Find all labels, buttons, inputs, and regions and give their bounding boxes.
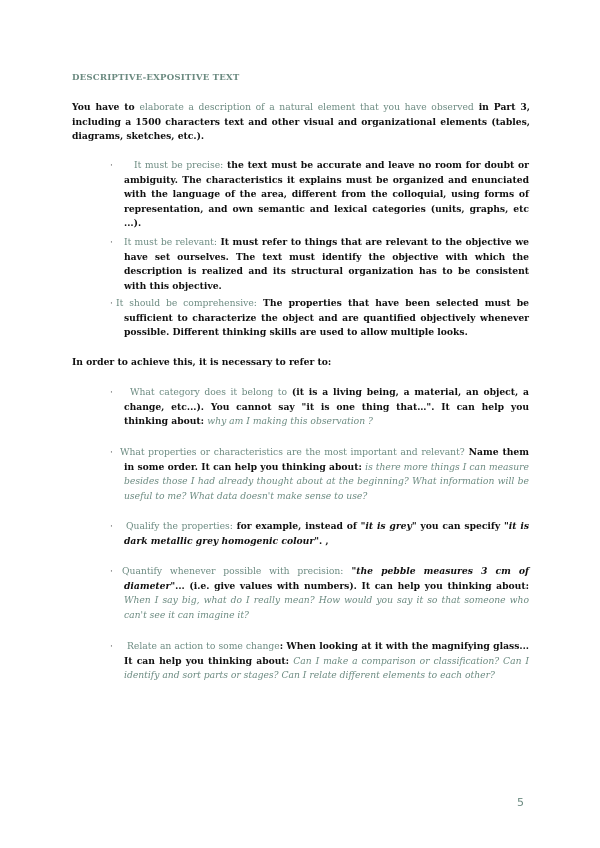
- question-text: [124, 520, 529, 549]
- bullet-icon: ·: [110, 566, 113, 577]
- question-lead: What properties or characteristics are the most important and relevant?: [120, 447, 465, 458]
- question-hint: When I say big, what do I really mean? How would you say it so that someone who can't see it can imagine it?: [124, 595, 529, 621]
- question-text: [124, 386, 529, 430]
- bullet-icon: ·: [110, 521, 113, 532]
- criterion-lead: It must be precise:: [134, 160, 224, 171]
- question-body: : When looking at it with the magnifying glass... It can help you thinking about:: [124, 641, 529, 667]
- question-lead: Relate an action to some change: [127, 641, 280, 652]
- section-title: DESCRIPTIVE-EXPOSITIVE TEXT: [72, 73, 240, 83]
- criterion-lead: It must be relevant:: [124, 237, 217, 248]
- bullet-icon: ·: [110, 641, 113, 652]
- criterion-body: The properties that have been selected must be sufficient to characterize the object and are quantified objectively whenever possible. Different thinking skills are used to allow multiple looks.: [124, 298, 529, 339]
- question-body: you can specify: [416, 521, 505, 532]
- question-quote: "the pebble measures 3 cm of diameter": [124, 566, 529, 592]
- intro-paragraph: [72, 101, 530, 145]
- bullet-icon: ·: [110, 387, 113, 398]
- criterion-body: the text must be accurate and leave no room for doubt or ambiguity. The characteristics it explains must be organized and enunciated with the language of the area, different from the colloquial, using forms of representation, and own semantic and lexical categories (units, graphs, etc ...).: [124, 160, 529, 230]
- intro-text-3: in Part 3, including a 1500 characters text and other visual and organizational elements (tables, diagrams, sketches, etc.).: [72, 102, 530, 143]
- question-body: (it is a living being, a material, an object, a change, etc...). You cannot say "it is one thing that…". It can help you thinking about:: [124, 387, 529, 428]
- bullet-icon: ·: [110, 298, 113, 309]
- question-quote: "it is dark metallic grey homogenic colour": [124, 521, 529, 547]
- question-text: [124, 640, 529, 684]
- question-lead: Qualify the properties:: [126, 521, 233, 532]
- question-body: . ,: [319, 535, 329, 547]
- question-hint: why am I making this observation ?: [207, 416, 373, 428]
- question-body: Name them in some order. It can help you thinking about:: [124, 447, 529, 473]
- intro-text-2: elaborate a description of a natural element that you have observed: [139, 102, 474, 113]
- criterion-body: It must refer to things that are relevant to the objective we have set ourselves. The text must identify the objective with which the description is realized and its structural organization has to be consistent with this objective.: [124, 237, 529, 292]
- criterion-text: [124, 159, 529, 232]
- criterion-text: [124, 236, 529, 294]
- question-text: [120, 446, 529, 504]
- question-hint: Can I make a comparison or classification? Can I identify and sort parts or stages? Can I relate different elements to each other?: [124, 655, 530, 682]
- criterion-text: [116, 297, 529, 341]
- question-text: [124, 565, 529, 623]
- intro-text-1: You have to: [72, 102, 140, 113]
- question-lead: Quantify whenever possible with precision:: [122, 566, 344, 577]
- bullet-icon: ·: [110, 447, 113, 458]
- bullet-icon: ·: [110, 160, 113, 171]
- page-number: 5: [517, 796, 524, 809]
- question-lead: What category does it belong to: [130, 387, 288, 398]
- bridge-sentence: In order to achieve this, it is necessary to refer to:: [72, 357, 332, 368]
- question-hint: is there more things I can measure besides those I had already thought about at the beginning? What information will be useful to me? What data doesn't make sense to use?: [124, 461, 529, 502]
- bullet-icon: ·: [110, 237, 113, 248]
- question-quote: "it is grey": [360, 521, 417, 532]
- criterion-lead: It should be comprehensive:: [116, 298, 257, 309]
- question-body: for example, instead of: [232, 521, 361, 532]
- question-body: ... (i.e. give values with numbers). It can help you thinking about:: [175, 580, 529, 592]
